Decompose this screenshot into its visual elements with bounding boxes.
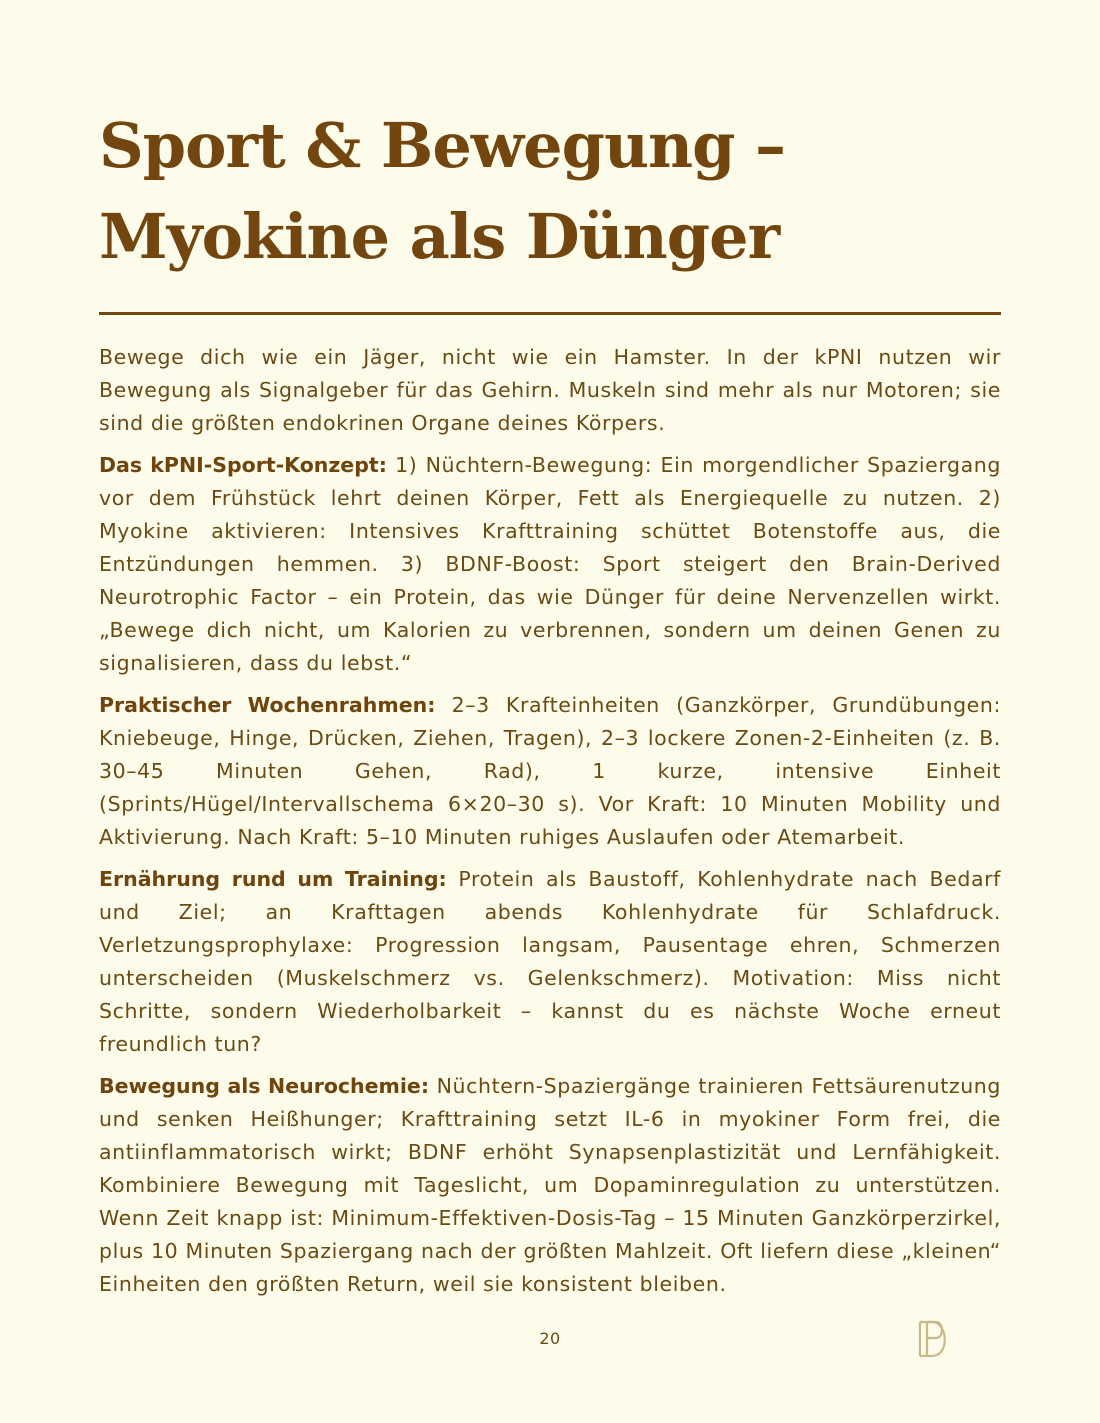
body-text [99,341,1001,1301]
title-divider [99,312,1001,315]
title-line-2: Myokine als Dünger [99,200,780,273]
page [99,100,1001,1310]
section-heading: Bewegung als Neurochemie: [99,1074,430,1098]
section-heading: Ernährung rund um Training: [99,867,447,891]
section-paragraph [99,449,1001,680]
section-text: Nüchtern-Spaziergänge trainieren Fettsäurenutzung und senken Heißhunger; Krafttraining setzt IL-6 in myokiner Form frei, die antiinflammatorisch wirkt; BDNF erhöht Synapsenplastizität und Lernfähigkeit. Kombiniere Bewegung mit Tageslicht, um Dopaminregulation zu unterstützen. Wenn Zeit knapp ist: Minimum-Effektiven-Dosis-Tag – 15 Minuten Ganzkörperzirkel, plus 10 Minuten Spaziergang nach der größten Mahlzeit. Oft liefern diese „kleinen“ Einheiten den größten Return, weil sie konsistent bleiben. [99,1074,1002,1296]
section-text: Protein als Baustoff, Kohlenhydrate nach Bedarf und Ziel; an Krafttagen abends Kohlenhydrate für Schlafdruck. Verletzungsprophylaxe: Progression langsam, Pausentage ehren, Schmerzen unterscheiden (Muskelschmerz vs. Gelenkschmerz). Motivation: Miss nicht Schritte, sondern Wiederholbarkeit – kannst du es nächste Woche erneut freundlich tun? [99,867,1001,1056]
intro-paragraph: Bewege dich wie ein Jäger, nicht wie ein Hamster. In der kPNI nutzen wir Bewegung als Signalgeber für das Gehirn. Muskeln sind mehr als nur Motoren; sie sind die größten endokrinen Organe deines Körpers. [99,345,1001,435]
section-paragraph [99,863,1001,1061]
section-paragraph [99,689,1001,854]
section-paragraph [99,1070,1001,1301]
section-text: 1) Nüchtern-Bewegung: Ein morgendlicher Spaziergang vor dem Frühstück lehrt deinen Körper, Fett als Energiequelle zu nutzen. 2) Myokine aktivieren: Intensives Krafttraining schüttet Botenstoffe aus, die Entzündungen hemmen. 3) BDNF-Boost: Sport steigert den Brain-Derived Neurotrophic Factor – ein Protein, das wie Dünger für deine Nervenzellen wirkt. „Bewege dich nicht, um Kalorien zu verbrennen, sondern um deinen Genen zu signalisieren, dass du lebst.“ [99,453,1001,675]
title-line-1: Sport & Bewegung – [99,109,786,182]
dp-monogram-logo-icon [914,1318,954,1360]
page-number: 20 [539,1329,561,1348]
section-text: 2–3 Krafteinheiten (Ganzkörper, Grundübungen: Kniebeuge, Hinge, Drücken, Ziehen, Tragen), 2–3 lockere Zonen-2-Einheiten (z. B. 30–45 Minuten Gehen, Rad), 1 kurze, intensive Einheit (Sprints/Hügel/Intervallschema 6×20–30 s). Vor Kraft: 10 Minuten Mobility und Aktivierung. Nach Kraft: 5–10 Minuten ruhiges Auslaufen oder Atemarbeit. [99,693,1001,849]
section-heading: Das kPNI-Sport-Konzept: [99,453,387,477]
page-title [99,100,1001,282]
section-heading: Praktischer Wochenrahmen: [99,693,436,717]
